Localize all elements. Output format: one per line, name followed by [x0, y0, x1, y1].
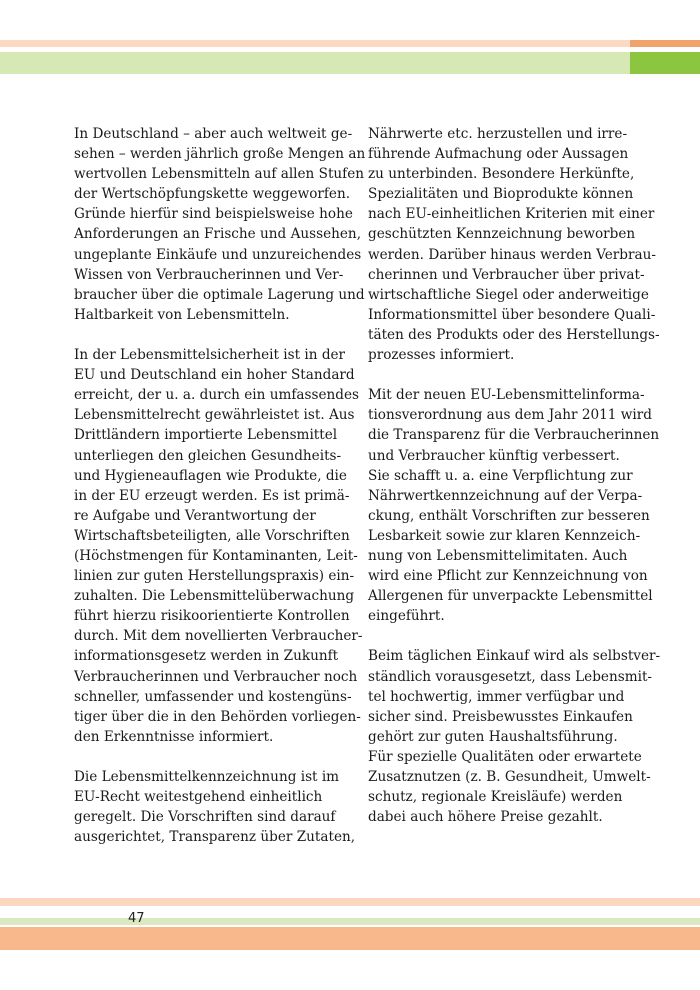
text-line: Die Lebensmittelkennzeichnung ist im [74, 769, 340, 785]
text-line: Drittländern importierte Lebensmittel [74, 427, 338, 444]
text-line: gehört zur guten Haushaltsführung. [368, 728, 618, 745]
text-line: nach EU-einheitlichen Kriterien mit einer [368, 206, 655, 223]
text-line: prozesses informiert. [368, 347, 515, 364]
text-line: In Deutschland – aber auch weltweit ge- [74, 126, 353, 142]
text-line: EU und Deutschland ein hoher Standard [74, 367, 355, 384]
text-line: Beim täglichen Einkauf wird als selbstver- [368, 648, 661, 665]
text-line: cherinnen und Verbraucher über privat- [368, 266, 645, 283]
text-line: informationsgesetz werden in Zukunft [74, 648, 339, 665]
text-line: schneller, umfassender und kostengüns- [74, 688, 352, 705]
bottom-band-peach [0, 898, 700, 906]
text-line: In der Lebensmittelsicherheit ist in der [74, 347, 346, 364]
text-line: dabei auch höhere Preise gezahlt. [368, 809, 603, 826]
text-line: täten des Produkts oder des Herstellungs- [368, 326, 660, 343]
text-line: sehen – werden jährlich große Mengen an [74, 146, 366, 163]
text-line: wird eine Pflicht zur Kennzeichnung von [368, 568, 648, 585]
text-line: sicher sind. Preisbewusstes Einkaufen [368, 708, 633, 725]
text-line: Gründe hierfür sind beispielsweise hohe [74, 206, 353, 223]
text-line: der Wertschöpfungskette weggeworfen. [74, 186, 351, 203]
text-line: tiger über die in den Behörden vorliegen- [74, 708, 361, 725]
text-line: Spezialitäten und Bioprodukte können [368, 186, 634, 203]
left-text-column [74, 124, 366, 867]
text-line: Verbraucherinnen und Verbraucher noch [74, 668, 358, 685]
text-line: Nährwertkennzeichnung auf der Verpa- [368, 487, 643, 504]
text-line: Mit der neuen EU-Lebensmittelinforma- [368, 387, 645, 404]
top-band-peach [0, 40, 630, 47]
text-line: Anforderungen an Frische und Aussehen, [74, 226, 362, 243]
text-line: Wissen von Verbraucherinnen und Ver- [74, 266, 344, 283]
text-line: tel hochwertig, immer verfügbar und [368, 688, 625, 705]
text-line: führt hierzu risikoorientierte Kontrollen [74, 608, 350, 625]
text-line: werden. Darüber hinaus werden Verbrau- [368, 246, 656, 263]
text-line: unterliegen den gleichen Gesundheits- [74, 447, 342, 464]
text-line: Für spezielle Qualitäten oder erwartete [368, 748, 642, 765]
text-line: führende Aufmachung oder Aussagen [368, 146, 629, 163]
top-band-light-green [0, 52, 630, 74]
right-text-column [368, 124, 661, 847]
text-line: zu unterbinden. Besondere Herkünfte, [368, 166, 635, 183]
text-line: ständlich vorausgesetzt, dass Lebensmit- [368, 668, 653, 685]
text-line: tionsverordnung aus dem Jahr 2011 wird [368, 407, 652, 424]
paragraph [368, 124, 660, 365]
text-line: und Hygieneauflagen wie Produkte, die [74, 467, 347, 484]
text-line: EU-Recht weitestgehend einheitlich [74, 789, 323, 806]
text-line: Haltbarkeit von Lebensmitteln. [74, 306, 290, 323]
text-line: Zusatznutzen (z. B. Gesundheit, Umwelt- [368, 769, 651, 785]
text-line: schutz, regionale Kreisläufe) werden [368, 789, 623, 806]
text-line: nung von Lebensmittelimitaten. Auch [368, 547, 628, 564]
text-line: den Erkenntnisse informiert. [74, 728, 274, 745]
text-line: Allergenen für unverpackte Lebensmittel [368, 588, 653, 605]
text-line: wirtschaftliche Siegel oder anderweitige [368, 286, 649, 303]
top-band-green [630, 52, 700, 74]
text-line: Sie schafft u. a. eine Verpflichtung zur [368, 467, 633, 484]
text-line: Wirtschaftsbeteiligten, alle Vorschriften [74, 527, 350, 544]
paragraph [74, 767, 356, 847]
paragraph [74, 345, 363, 747]
text-line: erreicht, der u. a. durch ein umfassendes [74, 387, 359, 404]
paragraph [368, 385, 660, 626]
text-line: braucher über die optimale Lagerung und [74, 286, 365, 303]
text-line: (Höchstmengen für Kontaminanten, Leit- [74, 547, 358, 564]
text-line: Informationsmittel über besondere Quali- [368, 306, 656, 323]
text-line: durch. Mit dem novellierten Verbraucher- [74, 628, 363, 645]
text-line: die Transparenz für die Verbraucherinnen [368, 427, 660, 444]
text-line: Nährwerte etc. herzustellen und irre- [368, 126, 628, 142]
paragraph [368, 646, 661, 827]
paragraph [74, 124, 366, 325]
top-band-orange [630, 40, 700, 47]
text-line: re Aufgabe und Verantwortung der [74, 507, 316, 524]
text-line: wertvollen Lebensmitteln auf allen Stufen [74, 166, 364, 183]
text-line: linien zur guten Herstellungspraxis) ein- [74, 568, 355, 585]
text-line: und Verbraucher künftig verbessert. [368, 447, 620, 464]
page-number: 47 [128, 911, 145, 926]
text-line: zuhalten. Die Lebensmittelüberwachung [74, 588, 355, 605]
text-line: ckung, enthält Vorschriften zur besseren [368, 507, 650, 524]
text-line: eingeführt. [368, 608, 445, 625]
text-line: Lesbarkeit sowie zur klaren Kennzeich- [368, 527, 641, 544]
text-line: geschützten Kennzeichnung beworben [368, 226, 636, 243]
text-line: ausgerichtet, Transparenz über Zutaten, [74, 829, 356, 846]
text-line: geregelt. Die Vorschriften sind darauf [74, 809, 336, 826]
text-line: ungeplante Einkäufe und unzureichendes [74, 246, 362, 263]
bottom-band-light-green [0, 918, 700, 925]
text-line: Lebensmittelrecht gewährleistet ist. Aus [74, 407, 355, 424]
bottom-band-orange [0, 927, 700, 950]
text-line: in der EU erzeugt werden. Es ist primä- [74, 487, 350, 504]
